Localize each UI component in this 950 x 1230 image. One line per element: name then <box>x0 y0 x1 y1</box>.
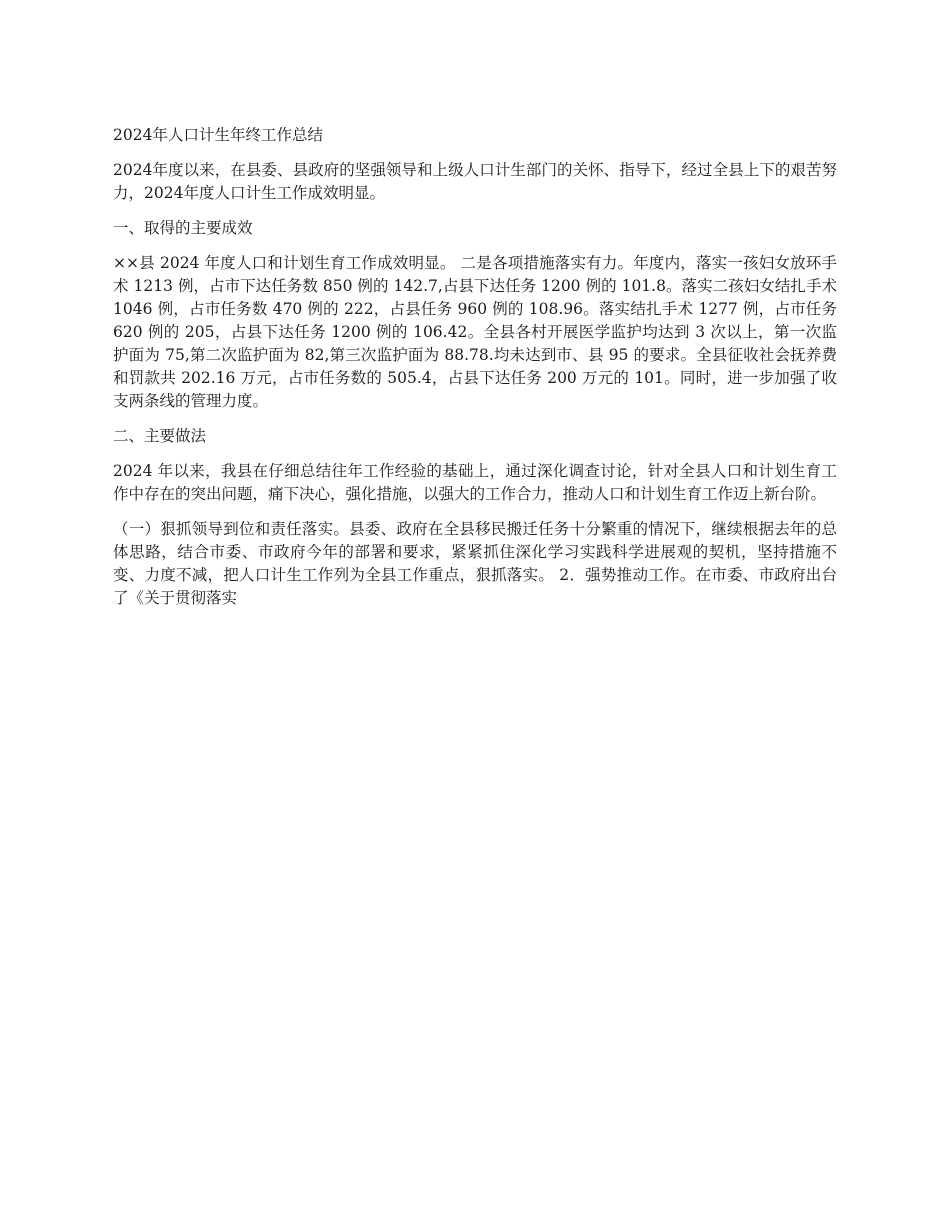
section-2-item-1-paragraph: （一）狠抓领导到位和责任落实。县委、政府在全县移民搬迁任务十分繁重的情况下，继续根据去年的总体思路，结合市委、市政府今年的部署和要求，紧紧抓住深化学习实践科学进展观的契机，坚持措施不变、力度不减，把人口计生工作列为全县工作重点，狠抓落实。 2．强势推动工作。在市委、市政府出台了《关于贯彻落实 <box>113 520 837 607</box>
section-2-paragraph: 2024 年以来，我县在仔细总结往年工作经验的基础上，通过深化调查讨论，针对全县人口和计划生育工作中存在的突出问题，痛下决心，强化措施，以强大的工作合力，推动人口和计划生育工作迈上新台阶。 <box>113 462 837 503</box>
document-title: 2024年人口计生年终工作总结 <box>113 126 323 144</box>
section-2-heading: 二、主要做法 <box>113 427 207 445</box>
section-1-paragraph: ××县 2024 年度人口和计划生育工作成效明显。 二是各项措施落实有力。年度内，落实一孩妇女放环手术 1213 例，占市下达任务数 850 例的 142.7,占县下达任务 1200 例的 101.8。落实二孩妇女结扎手术 1046 例，占市任务数 470 例的 222，占县任务 960 例的 108.96。落实结扎手术 1277 例，占市任务 620 例的 205，占县下达任务 1200 例的 106.42。全县各村开展医学监护均达到 3 次以上，第一次监护面为 75,第二次监护面为 82,第三次监护面为 88.78.均未达到市、县 95 的要求。全县征收社会抚养费和罚款共 202.16 万元，占市任务数的 505.4，占县下达任务 200 万元的 101。同时，进一步加强了收支两条线的管理力度。 <box>113 254 837 410</box>
section-1-heading: 一、取得的主要成效 <box>113 219 253 237</box>
intro-paragraph: 2024年度以来，在县委、县政府的坚强领导和上级人口计生部门的关怀、指导下，经过全县上下的艰苦努力，2024年度人口计生工作成效明显。 <box>113 161 837 202</box>
document-page <box>113 124 837 622</box>
